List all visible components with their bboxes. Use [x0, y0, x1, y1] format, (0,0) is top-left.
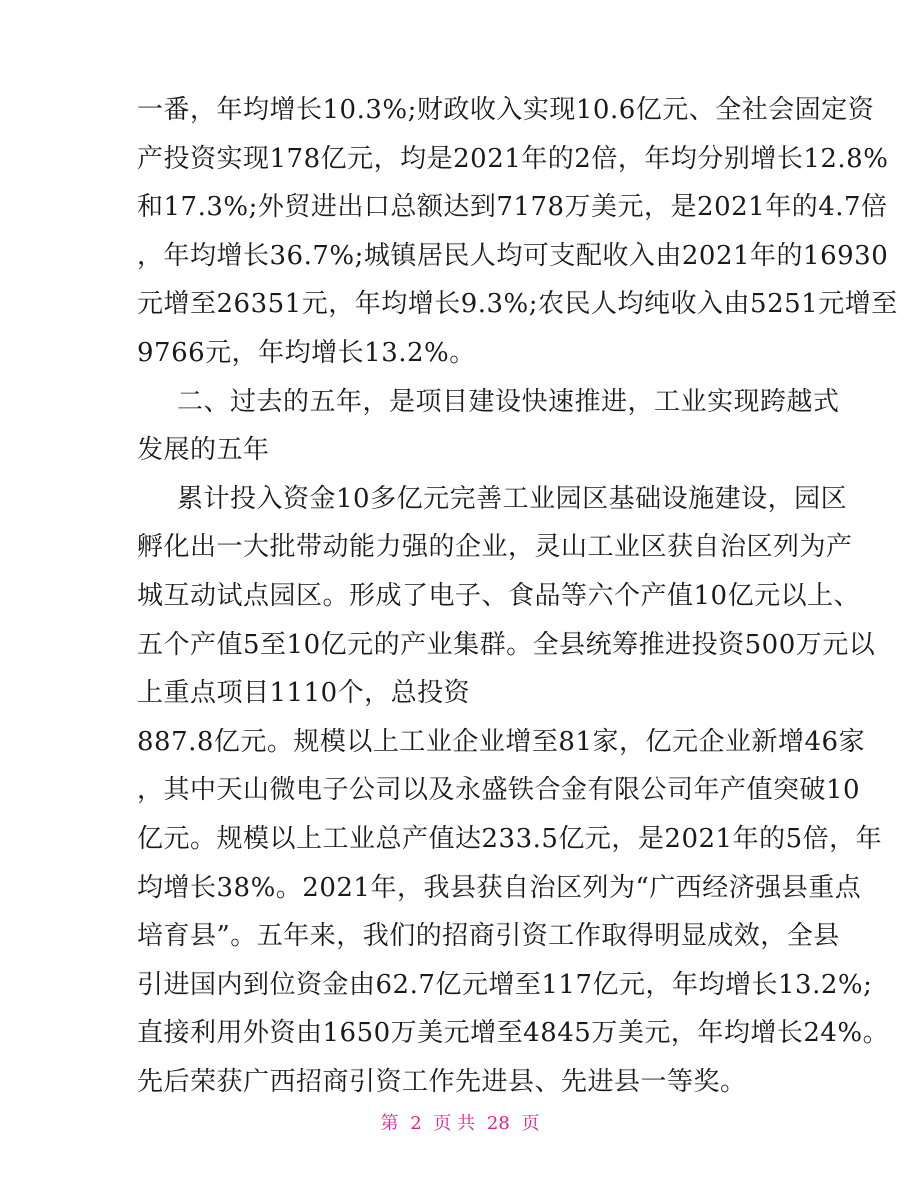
page-footer	[0, 1112, 920, 1136]
footer-prefix: 第	[380, 1113, 399, 1134]
text-line: ，其中天山微电子公司以及永盛铁合金有限公司年产值突破10	[137, 775, 861, 805]
text-line: 上重点项目1110个，总投资	[137, 678, 471, 708]
section-heading: 二、过去的五年，是项目建设快速推进，工业实现跨越式	[177, 387, 840, 417]
text-line: 均增长38%。2021年，我县获自治区列为“广西经济强县重点	[137, 873, 862, 903]
text-line: 孵化出一大批带动能力强的企业，灵山工业区获自治区列为产	[137, 532, 853, 562]
text-line: 产投资实现178亿元，均是2021年的2倍，年均分别增长12.8%	[137, 144, 889, 174]
footer-middle: 页 共	[433, 1113, 476, 1134]
section-heading-continued: 发展的五年	[137, 435, 270, 465]
text-line: 亿元。规模以上工业总产值达233.5亿元，是2021年的5倍，年	[137, 824, 883, 854]
text-line: ，年均增长36.7%;城镇居民人均可支配收入由2021年的16930	[137, 241, 889, 271]
text-line: 一番，年均增长10.3%;财政收入实现10.6亿元、全社会固定资	[137, 95, 875, 125]
text-line: 引进国内到位资金由62.7亿元增至117亿元，年均增长13.2%;	[137, 970, 873, 1000]
text-line: 累计投入资金10多亿元完善工业园区基础设施建设，园区	[177, 484, 848, 514]
text-line: 直接利用外资由1650万美元增至4845万美元，年均增长24%。	[137, 1018, 890, 1048]
text-line: 887.8亿元。规模以上工业企业增至81家，亿元企业新增46家	[137, 727, 866, 757]
footer-suffix: 页	[521, 1113, 540, 1134]
footer-page-number: 2	[410, 1113, 422, 1134]
text-line: 五个产值5至10亿元的产业集群。全县统筹推进投资500万元以	[137, 630, 876, 660]
footer-total-pages: 28	[486, 1113, 510, 1134]
text-line: 元增至26351元，年均增长9.3%;农民人均纯收入由5251元增至	[137, 289, 898, 319]
text-line: 和17.3%;外贸进出口总额达到7178万美元，是2021年的4.7倍	[137, 192, 888, 222]
text-line: 培育县”。五年来，我们的招商引资工作取得明显成效，全县	[137, 921, 840, 951]
text-line: 先后荣获广西招商引资工作先进县、先进县一等奖。	[137, 1067, 747, 1097]
text-line: 9766元，年均增长13.2%。	[137, 338, 476, 368]
text-line: 城互动试点园区。形成了电子、食品等六个产值10亿元以上、	[137, 581, 861, 611]
